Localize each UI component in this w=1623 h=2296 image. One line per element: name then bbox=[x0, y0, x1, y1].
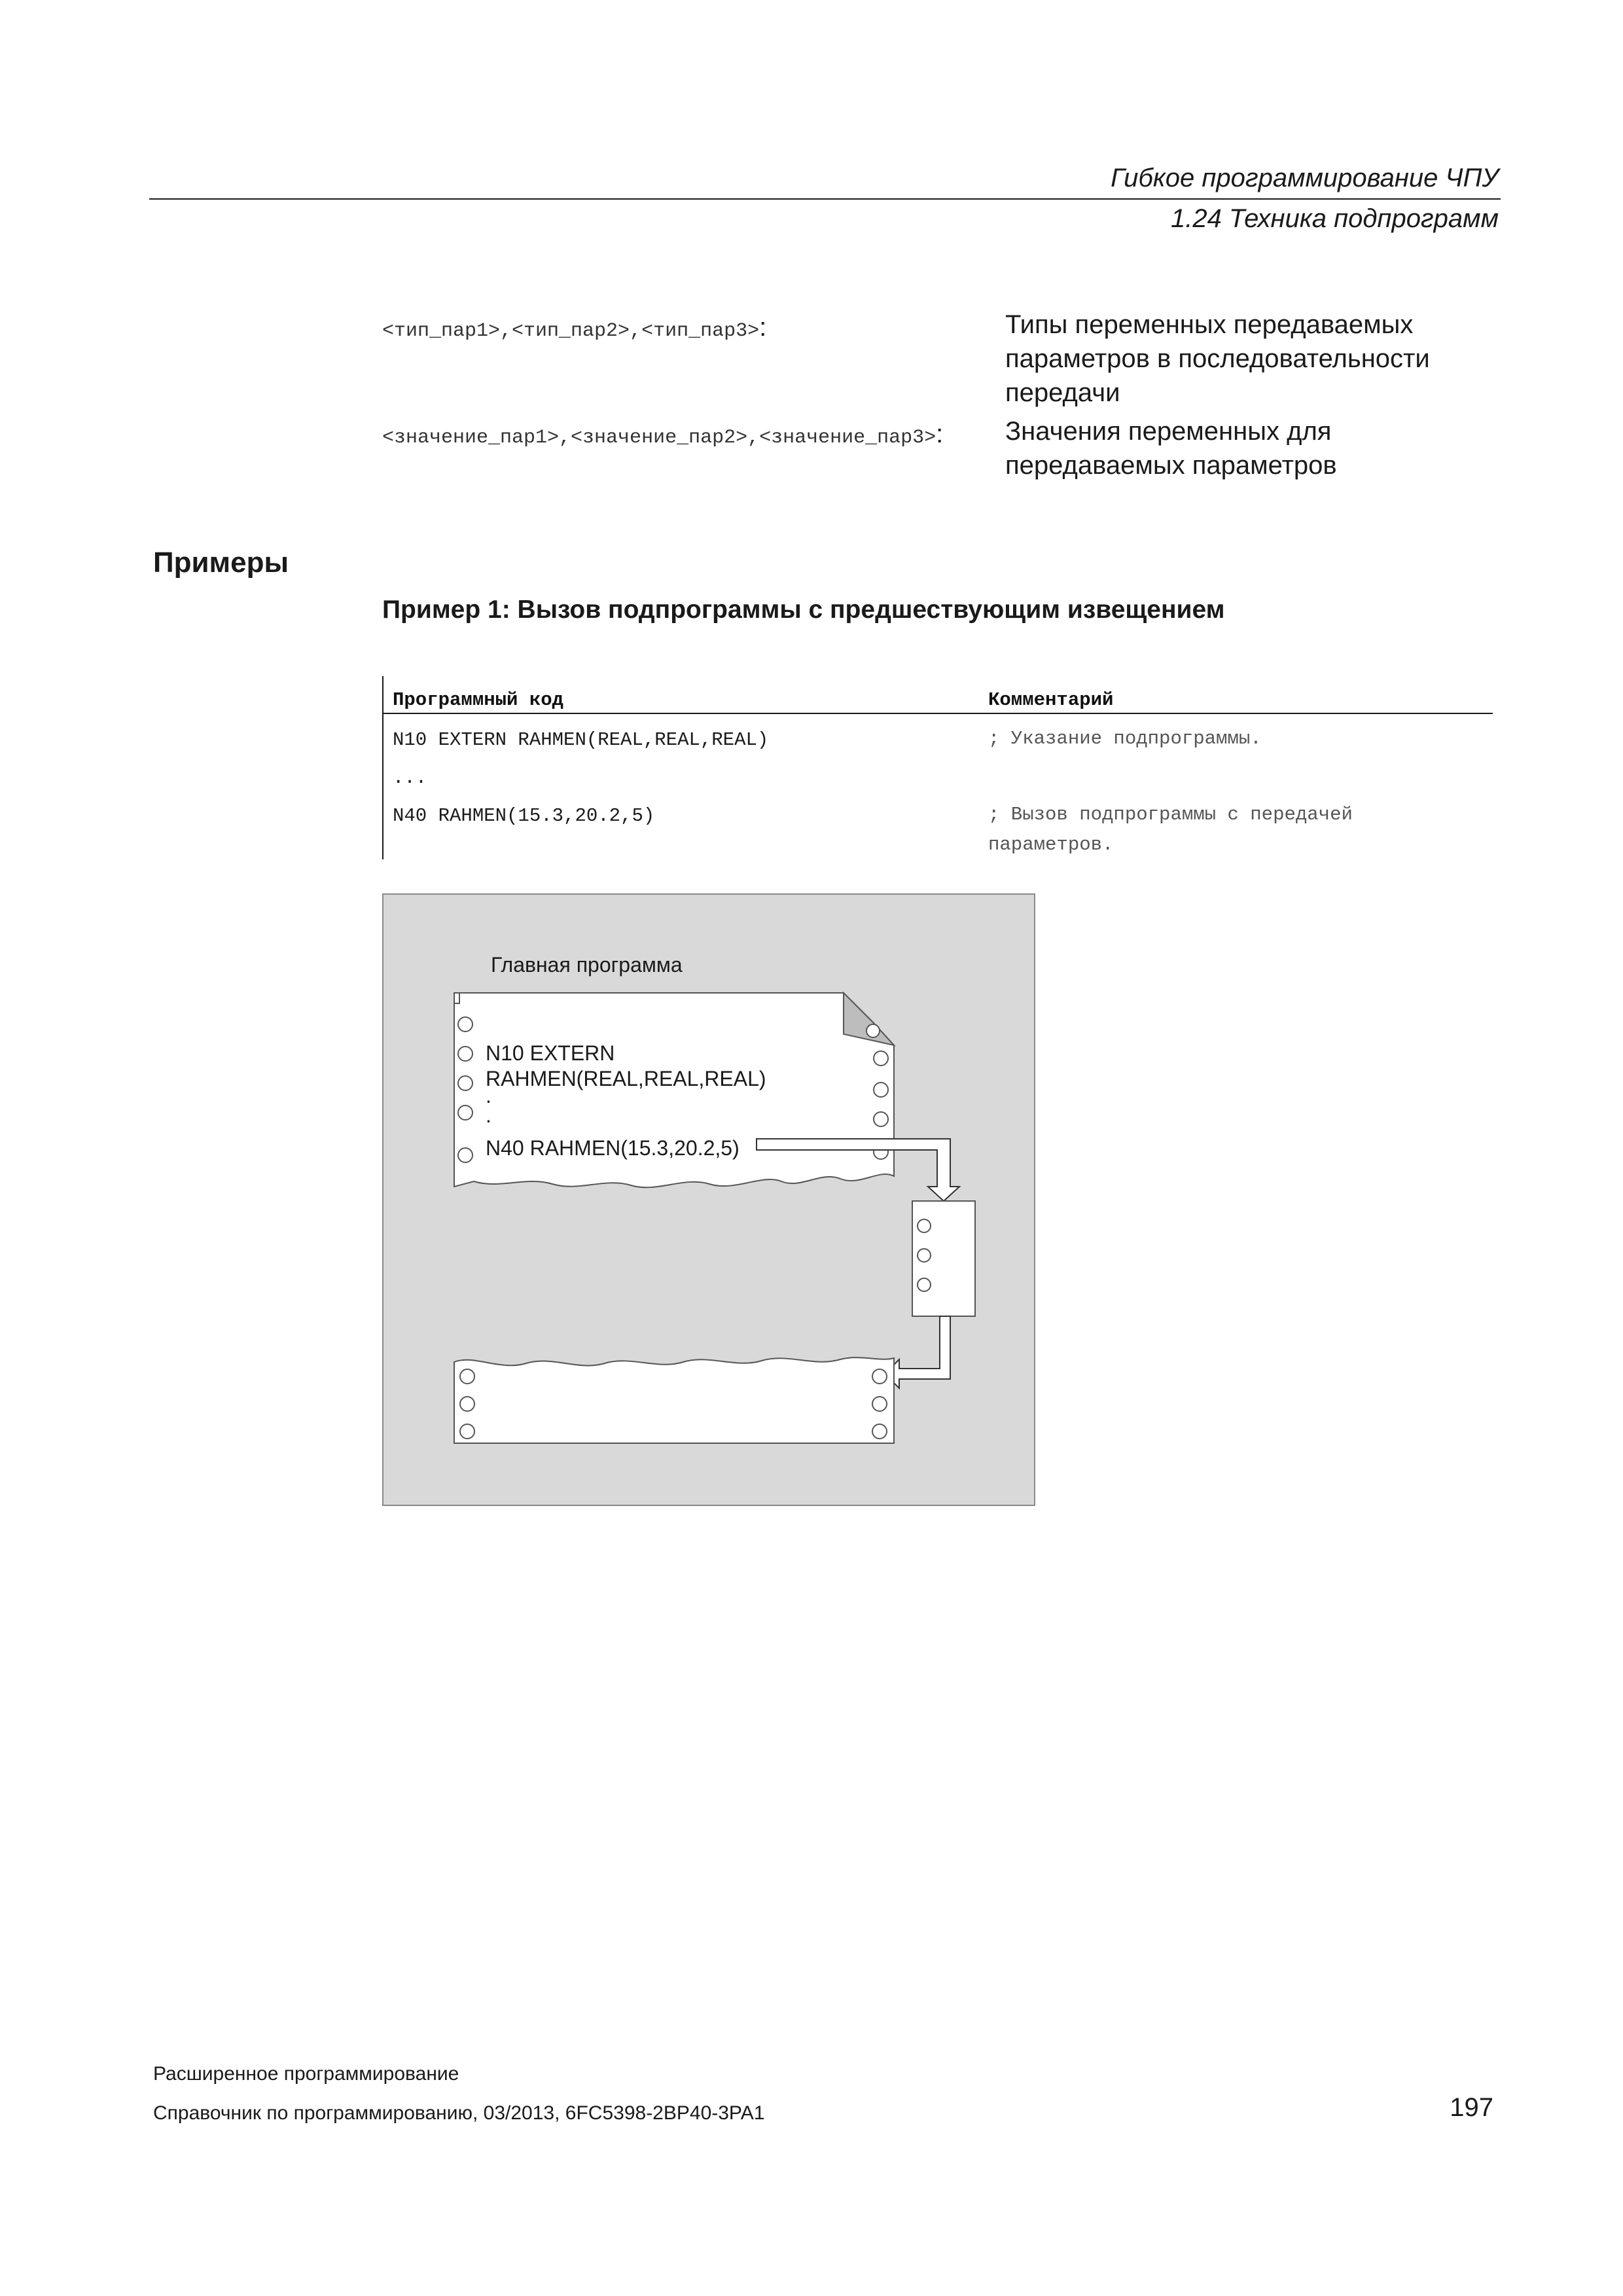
running-header-title: Гибкое программирование ЧПУ bbox=[1111, 164, 1499, 192]
table-row-1-code: N10 EXTERN RAHMEN(REAL,REAL,REAL) bbox=[393, 729, 769, 751]
param-1-description bbox=[1005, 308, 1503, 410]
page-number: 197 bbox=[1450, 2093, 1493, 2122]
running-header-section: 1.24 Техника подпрограмм bbox=[1171, 204, 1499, 233]
diagram-caption: Главная программа bbox=[491, 953, 683, 977]
header-rule bbox=[149, 198, 1501, 200]
comment-line: параметров. bbox=[988, 834, 1114, 855]
param-2-colon: : bbox=[936, 420, 944, 448]
param-1-desc-line: Типы переменных передаваемых bbox=[1005, 310, 1414, 339]
footer-book-info: Справочник по программированию, 03/2013, 6FC5398-2BP40-3PA1 bbox=[153, 2102, 765, 2124]
diagram-line-3: . bbox=[486, 1084, 491, 1107]
comment-line: ; Указание подпрограммы. bbox=[988, 728, 1262, 749]
param-1-desc-line: передачи bbox=[1005, 378, 1120, 407]
diagram-line-4: . bbox=[486, 1103, 491, 1127]
diagram-line-5: N40 RAHMEN(15.3,20.2,5) bbox=[486, 1136, 740, 1160]
fold-hole-icon bbox=[866, 1024, 880, 1037]
param-1-code: <тип_пар1>,<тип_пар2>,<тип_пар3> bbox=[382, 320, 760, 342]
example-1-title: Пример 1: Вызов подпрограммы с предшествующим извещением bbox=[382, 596, 1225, 624]
table-row-2-code: ... bbox=[393, 767, 427, 789]
table-row-3-comment bbox=[988, 800, 1353, 860]
diagram-line-2: RAHMEN(REAL,REAL,REAL) bbox=[486, 1067, 766, 1090]
comment-line: ; Вызов подпрограммы с передачей bbox=[988, 804, 1353, 825]
footer-book-title: Расширенное программирование bbox=[153, 2063, 459, 2085]
param-1-desc-line: параметров в последовательности bbox=[1005, 344, 1430, 373]
param-2-code: <значение_пар1>,<значение_пар2>,<значение_пар3> bbox=[382, 427, 936, 449]
table-left-rule bbox=[382, 676, 383, 859]
continuation-sheet bbox=[454, 1357, 894, 1443]
table-header-code: Программный код bbox=[393, 689, 564, 711]
table-header-comment: Комментарий bbox=[988, 689, 1114, 711]
param-2-desc-line: передаваемых параметров bbox=[1005, 451, 1337, 480]
table-row-1-comment bbox=[988, 724, 1262, 754]
param-2-desc-line: Значения переменных для bbox=[1005, 417, 1332, 446]
subprogram-holes bbox=[918, 1219, 931, 1291]
subprogram-call-diagram bbox=[382, 893, 1035, 1506]
param-1-colon: : bbox=[759, 313, 767, 342]
table-row-3-code: N40 RAHMEN(15.3,20.2,5) bbox=[393, 805, 655, 827]
param-2-term bbox=[382, 420, 943, 449]
diagram-line-1: N10 EXTERN bbox=[486, 1041, 615, 1065]
param-2-description bbox=[1005, 414, 1503, 482]
table-header-rule bbox=[383, 713, 1493, 714]
param-1-term bbox=[382, 313, 766, 342]
section-heading-examples: Примеры bbox=[153, 547, 289, 579]
